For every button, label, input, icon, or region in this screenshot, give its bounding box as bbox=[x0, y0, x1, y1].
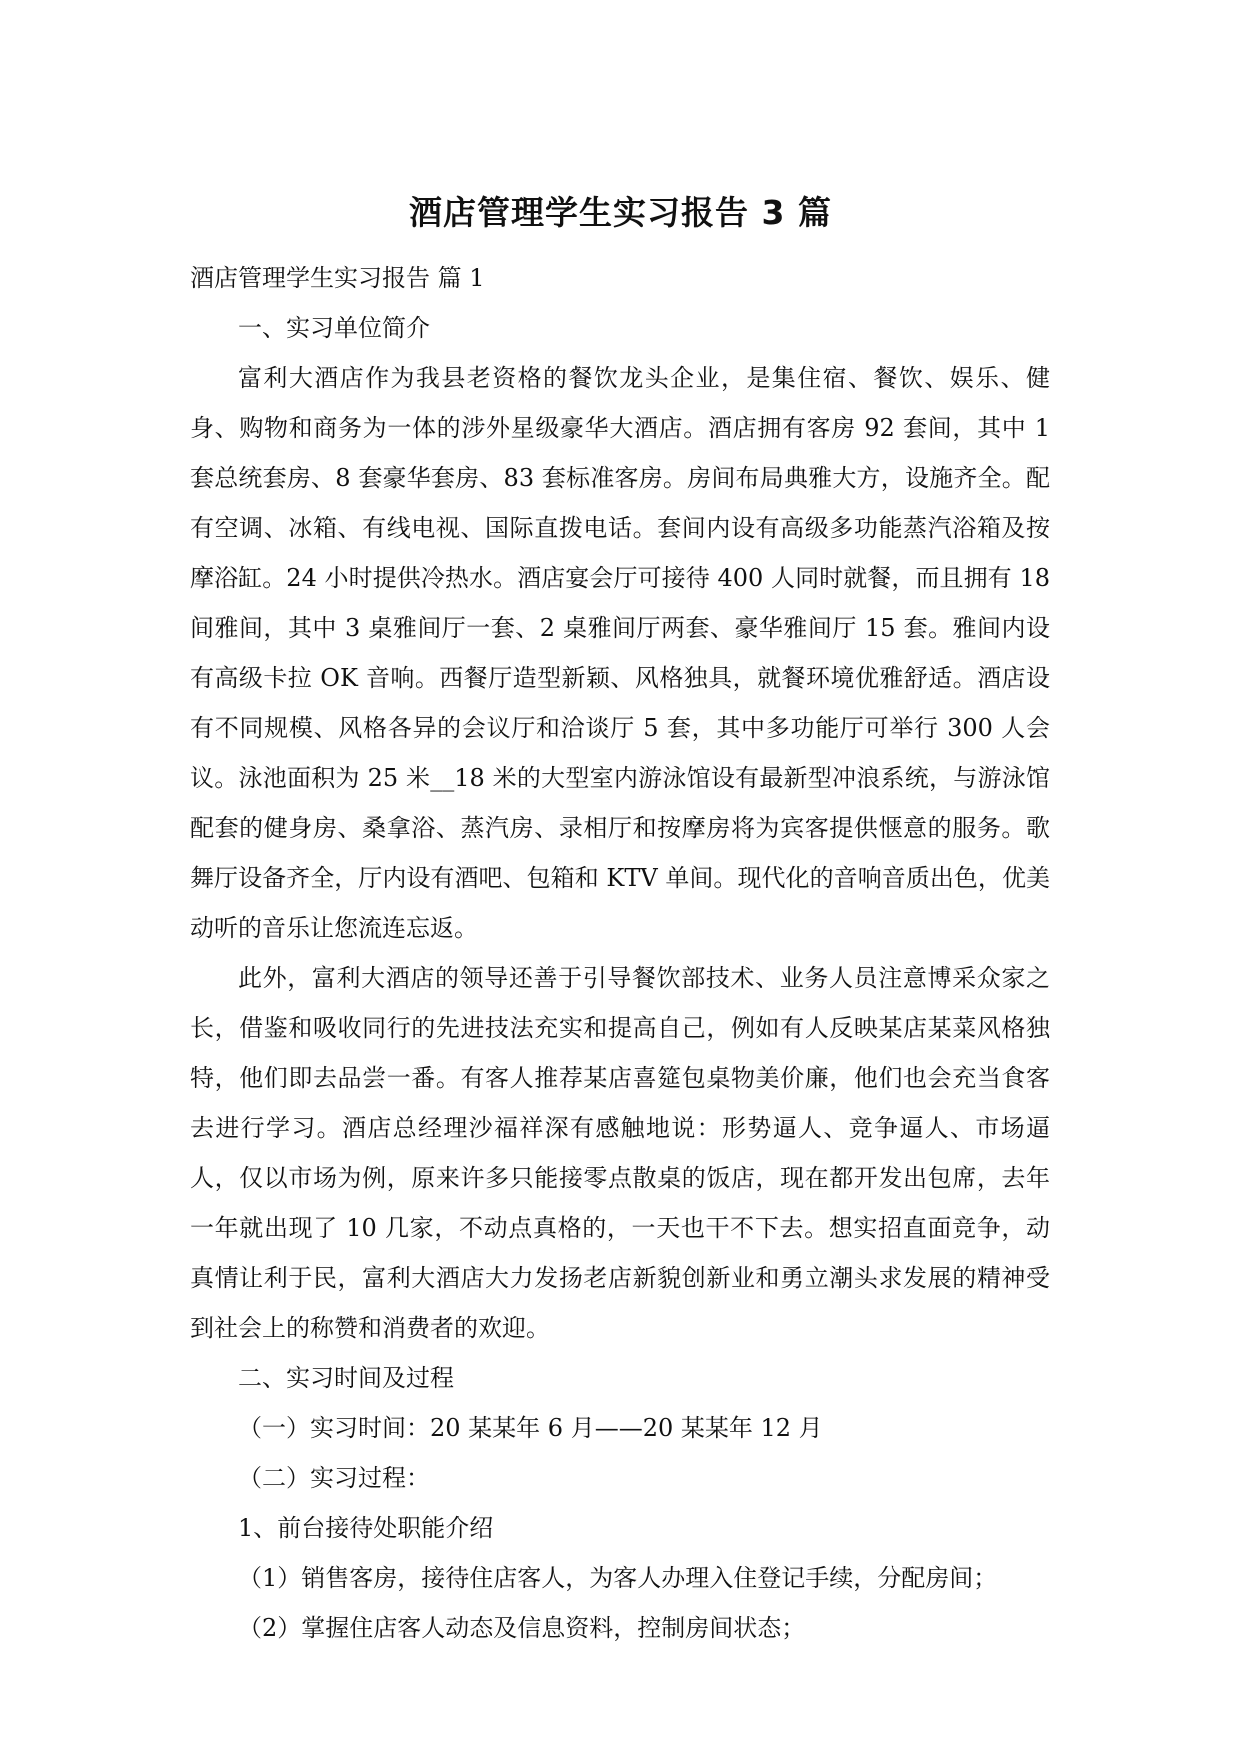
paragraph-2: 此外，富利大酒店的领导还善于引导餐饮部技术、业务人员注意博采众家之长，借鉴和吸收同行的先进技法充实和提高自己，例如有人反映某店某菜风格独特，他们即去品尝一番。有客人推荐某店喜筵包桌物美价廉，他们也会充当食客去进行学习。酒店总经理沙福祥深有感触地说：形势逼人、竞争逼人、市场逼人，仅以市场为例，原来许多只能接零点散桌的饭店，现在都开发出包席，去年一年就出现了 10 几家，不动点真格的，一天也干不下去。想实招直面竞争，动真情让利于民，富利大酒店大力发扬老店新貌创新业和勇立潮头求发展的精神受到社会上的称赞和消费者的欢迎。 bbox=[190, 964, 1050, 1342]
document-body bbox=[190, 253, 1050, 1653]
section-heading-1: 一、实习单位简介 bbox=[238, 314, 430, 342]
paragraph-1: 富利大酒店作为我县老资格的餐饮龙头企业，是集住宿、餐饮、娱乐、健身、购物和商务为一体的涉外星级豪华大酒店。酒店拥有客房 92 套间，其中 1 套总统套房、8 套豪华套房、83 套标准客房。房间布局典雅大方，设施齐全。配有空调、冰箱、有线电视、国际直拨电话。套间内设有高级多功能蒸汽浴箱及按摩浴缸。24 小时提供冷热水。酒店宴会厅可接待 400 人同时就餐，而且拥有 18 间雅间，其中 3 桌雅间厅一套、2 桌雅间厅两套、豪华雅间厅 15 套。雅间内设有高级卡拉 OK 音响。西餐厅造型新颖、风格独具，就餐环境优雅舒适。酒店设有不同规模、风格各异的会议厅和洽谈厅 5 套，其中多功能厅可举行 300 人会议。泳池面积为 25 米__18 米的大型室内游泳馆设有最新型冲浪系统，与游泳馆配套的健身房、桑拿浴、蒸汽房、录相厅和按摩房将为宾客提供惬意的服务。歌舞厅设备齐全，厅内设有酒吧、包箱和 KTV 单间。现代化的音响音质出色，优美动听的音乐让您流连忘返。 bbox=[190, 364, 1050, 942]
list-item-1: 1、前台接待处职能介绍 bbox=[238, 1514, 494, 1542]
list-item-1-1: （1）销售客房，接待住店客人，为客人办理入住登记手续，分配房间； bbox=[238, 1564, 998, 1592]
time-line: （一）实习时间：20 某某年 6 月——20 某某年 12 月 bbox=[238, 1414, 823, 1442]
document-title: 酒店管理学生实习报告 3 篇 bbox=[409, 193, 832, 232]
process-line: （二）实习过程： bbox=[238, 1464, 430, 1492]
list-item-1-2: （2）掌握住店客人动态及信息资料，控制房间状态； bbox=[238, 1614, 806, 1642]
section-heading-2: 二、实习时间及过程 bbox=[238, 1364, 454, 1392]
subtitle: 酒店管理学生实习报告 篇 1 bbox=[190, 264, 485, 292]
